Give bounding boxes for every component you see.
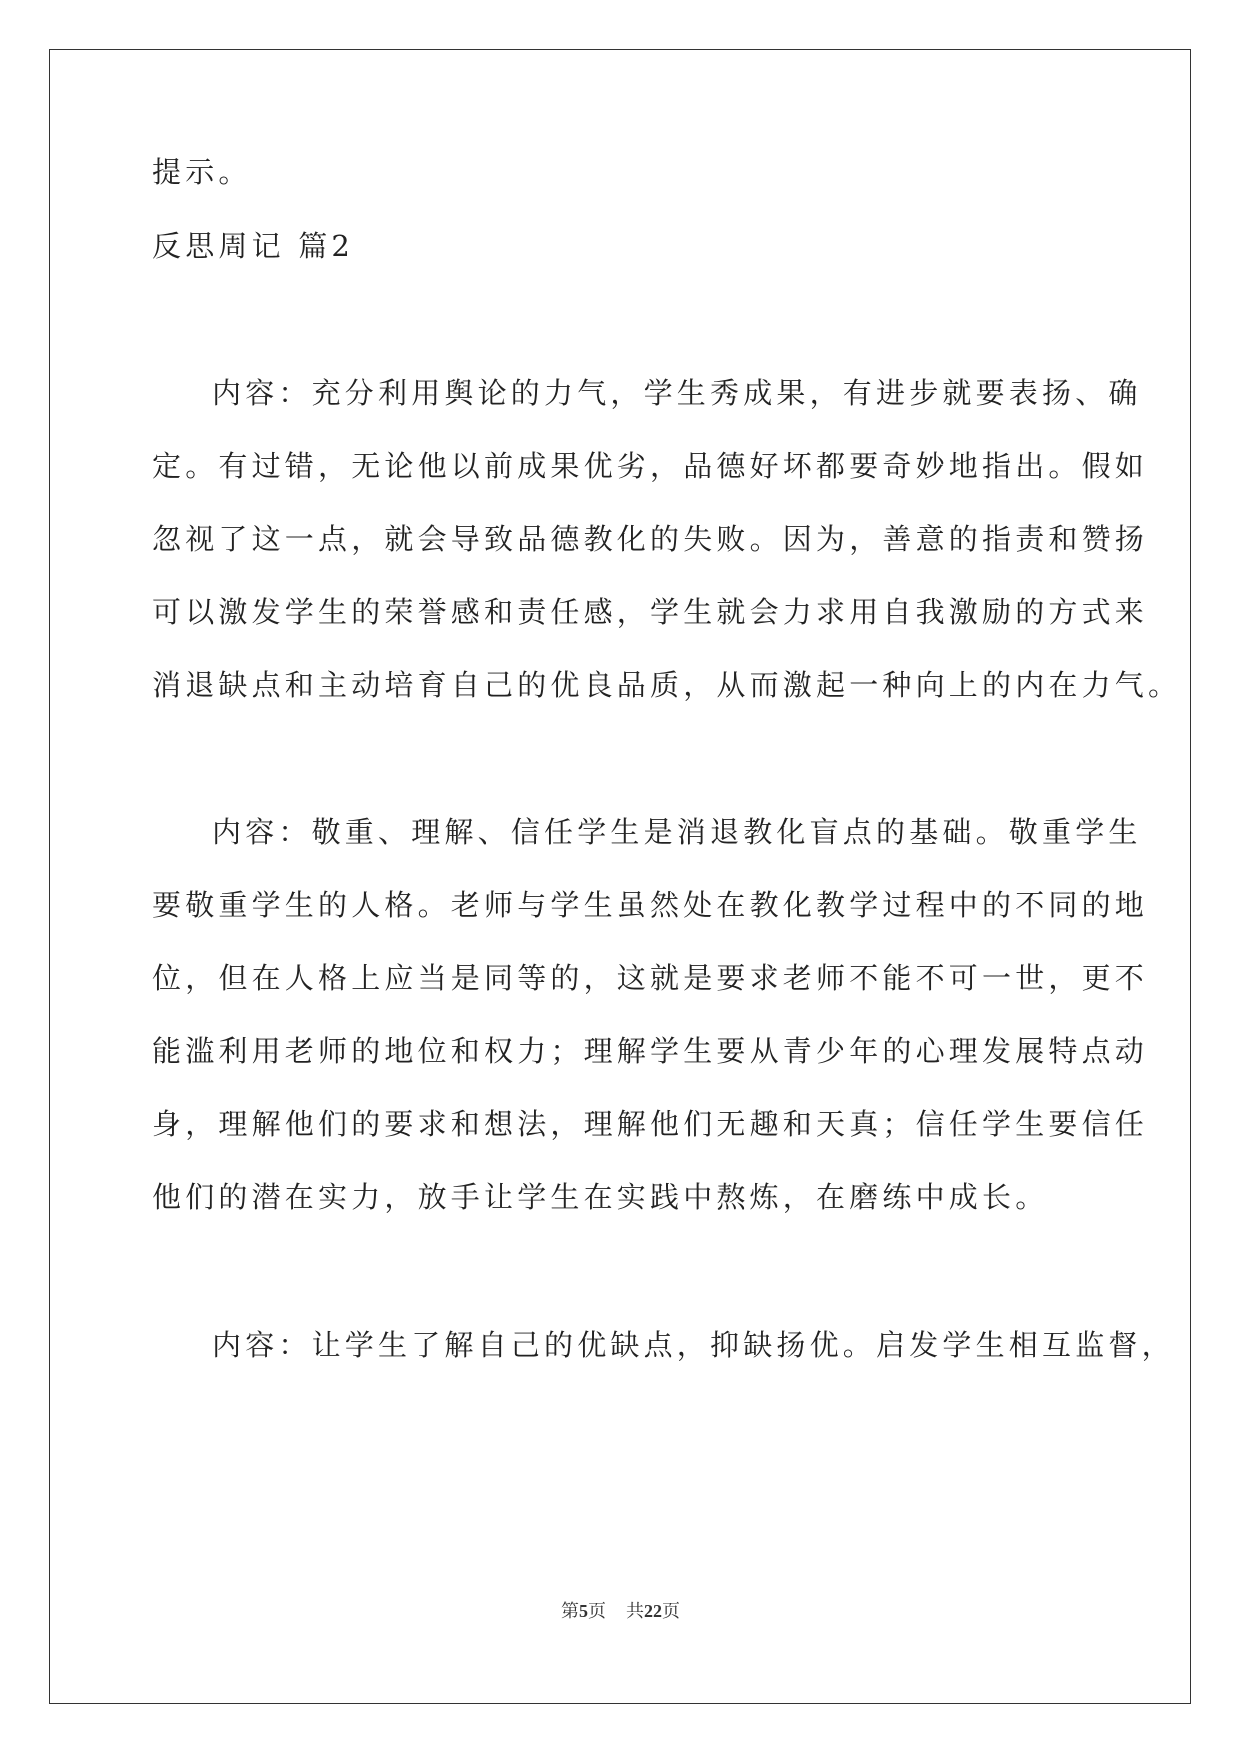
footer-prefix: 第 (561, 1601, 579, 1621)
paragraph-2-line-1: 内容：敬重、理解、信任学生是消退教化盲点的基础。敬重学生 (212, 815, 1142, 849)
page-border (49, 49, 1191, 1704)
paragraph-1-line-2: 定。有过错，无论他以前成果优劣，品德好坏都要奇妙地指出。假如 (152, 449, 1149, 483)
intro-line: 提示。 (152, 155, 252, 189)
footer-total-pages: 22 (644, 1601, 662, 1621)
paragraph-1-line-4: 可以激发学生的荣誉感和责任感，学生就会力求用自我激励的方式来 (152, 595, 1149, 629)
footer-total-prefix: 共 (626, 1601, 644, 1621)
paragraph-3-line-1: 内容：让学生了解自己的优缺点，抑缺扬优。启发学生相互监督， (212, 1328, 1175, 1362)
paragraph-1-line-1: 内容：充分利用舆论的力气，学生秀成果，有进步就要表扬、确 (212, 376, 1142, 410)
paragraph-2-line-2: 要敬重学生的人格。老师与学生虽然处在教化教学过程中的不同的地 (152, 888, 1149, 922)
page-footer (0, 1597, 1241, 1623)
section-title: 反思周记 篇2 (152, 229, 355, 263)
paragraph-2-line-3: 位，但在人格上应当是同等的，这就是要求老师不能不可一世，更不 (152, 961, 1149, 995)
paragraph-1-line-3: 忽视了这一点，就会导致品德教化的失败。因为，善意的指责和赞扬 (152, 522, 1149, 556)
footer-total-unit: 页 (662, 1601, 680, 1621)
footer-page-number: 5 (579, 1601, 588, 1621)
footer-page-unit: 页 (588, 1601, 606, 1621)
paragraph-1-line-5: 消退缺点和主动培育自己的优良品质，从而激起一种向上的内在力气。 (152, 668, 1182, 702)
paragraph-2-line-5: 身，理解他们的要求和想法，理解他们无趣和天真；信任学生要信任 (152, 1107, 1149, 1141)
paragraph-2-line-6: 他们的潜在实力，放手让学生在实践中熬炼，在磨练中成长。 (152, 1180, 1049, 1214)
paragraph-2-line-4: 能滥利用老师的地位和权力；理解学生要从青少年的心理发展特点动 (152, 1034, 1149, 1068)
